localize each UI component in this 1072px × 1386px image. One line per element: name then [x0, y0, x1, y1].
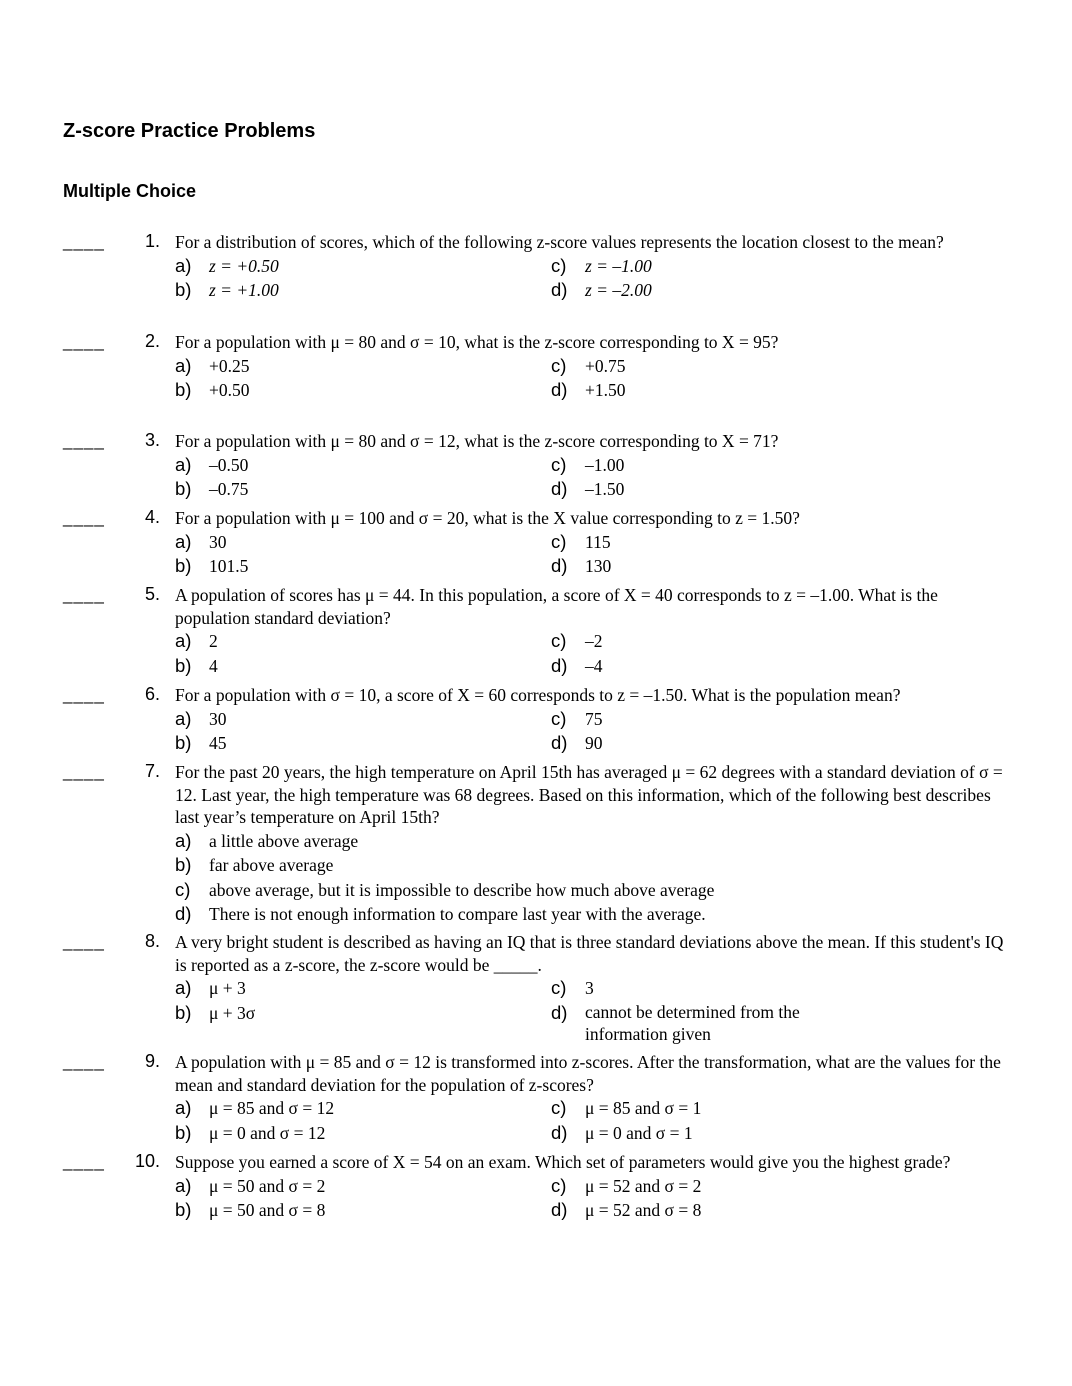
option-text: μ = 0 and σ = 1: [585, 1122, 693, 1143]
option-text: z = –1.00: [585, 255, 652, 276]
option-letter: c): [551, 354, 567, 376]
question-number: 8.: [144, 931, 160, 951]
option-text: 45: [209, 733, 227, 753]
option-text: –4: [585, 655, 603, 676]
answer-blank: ____: [63, 1052, 105, 1071]
option-letter: a): [175, 254, 192, 276]
question-4: [0, 507, 1072, 579]
option-letter: d): [551, 279, 568, 300]
option-letter: b): [175, 379, 192, 400]
option-b: [175, 1198, 551, 1223]
option-text: far above average: [209, 855, 334, 875]
option-text: 90: [585, 733, 603, 753]
option-letter: a): [175, 453, 192, 475]
answer-blank: ____: [63, 762, 105, 781]
option-text: z = +0.50: [209, 255, 279, 276]
option-letter: d): [551, 1199, 568, 1220]
option-letter: c): [551, 977, 567, 998]
option-letter: c): [551, 707, 567, 729]
option-a: [175, 629, 551, 654]
option-text: +0.25: [209, 355, 250, 376]
option-text: μ = 52 and σ = 8: [585, 1200, 702, 1220]
option-text: μ + 3: [209, 978, 246, 998]
question-number: 4.: [144, 507, 160, 527]
option-a: [175, 530, 551, 555]
question-2: [0, 331, 1072, 403]
options: [175, 1174, 1005, 1223]
option-text: μ = 52 and σ = 2: [585, 1175, 702, 1196]
option-c: [551, 354, 1005, 379]
option-c: [551, 976, 1005, 1001]
option-a: [175, 254, 551, 279]
question-stem: A population of scores has μ = 44. In this population, a score of X = 40 corresponds to z = –1.00. What is the population standard deviation?: [175, 585, 938, 628]
option-text: 130: [585, 556, 612, 576]
question-stem: For the past 20 years, the high temperature on April 15th has averaged μ = 62 degrees with a standard deviation of σ = 12. Last year, the high temperature was 68 degrees. Based on this information, which of the following best describes last year’s temperature on April 15th?: [175, 762, 1003, 827]
option-letter: c): [551, 630, 567, 651]
question-9: [0, 1051, 1072, 1145]
option-c: [551, 1096, 1005, 1121]
question-number: 7.: [144, 761, 160, 781]
option-a: [175, 1096, 551, 1121]
question-3: [0, 430, 1072, 502]
option-text: +0.75: [585, 355, 626, 376]
option-d: [551, 278, 1005, 303]
question-5: [0, 584, 1072, 678]
option-text: μ + 3σ: [209, 1002, 256, 1023]
option-letter: c): [551, 1174, 567, 1196]
option-text: 30: [209, 708, 227, 729]
option-text: 3: [585, 978, 594, 998]
option-text: 2: [209, 631, 218, 651]
question-number: 5.: [144, 584, 160, 604]
answer-blank: ____: [63, 1152, 105, 1171]
option-b: [175, 477, 551, 502]
option-text: 75: [585, 708, 603, 729]
answer-blank: ____: [63, 932, 105, 951]
question-number: 3.: [144, 430, 160, 450]
option-text: +1.50: [585, 380, 626, 400]
option-b: [175, 554, 551, 579]
question-number: 10.: [134, 1151, 160, 1171]
option-d: [551, 1198, 1005, 1223]
option-text: –2: [585, 631, 603, 651]
option-c: [551, 1174, 1005, 1199]
options: [175, 829, 1005, 927]
option-letter: b): [175, 732, 192, 753]
option-text: above average, but it is impossible to describe how much above average: [209, 879, 715, 900]
option-text: –0.75: [209, 479, 249, 499]
option-text: cannot be determined from the information given: [585, 1001, 800, 1044]
option-a: [175, 354, 551, 379]
question-stem: A very bright student is described as having an IQ that is three standard deviations above the mean. If this student's IQ is reported as a z-score, the z-score would be _____.: [175, 932, 1004, 975]
option-c: [551, 453, 1005, 478]
option-letter: c): [175, 878, 191, 900]
option-a: [175, 829, 1005, 854]
option-d: [551, 378, 1005, 403]
options: [175, 976, 1005, 1045]
option-letter: d): [175, 903, 192, 924]
option-d: [551, 731, 1005, 756]
option-letter: b): [175, 478, 192, 499]
option-c: [551, 530, 1005, 555]
option-text: μ = 85 and σ = 1: [585, 1098, 702, 1118]
question-stem: For a population with μ = 80 and σ = 10, what is the z-score corresponding to X = 95?: [175, 332, 779, 352]
option-text: –0.50: [209, 454, 249, 475]
option-text: 4: [209, 655, 218, 676]
answer-blank: ____: [63, 431, 105, 450]
question-stem: Suppose you earned a score of X = 54 on an exam. Which set of parameters would give you the highest grade?: [175, 1152, 951, 1172]
option-letter: b): [175, 1121, 192, 1143]
question-number: 1.: [144, 231, 160, 251]
options: [175, 354, 1005, 403]
question-stem: For a population with μ = 80 and σ = 12, what is the z-score corresponding to X = 71?: [175, 431, 779, 451]
option-letter: d): [551, 732, 568, 753]
option-text: μ = 50 and σ = 2: [209, 1175, 326, 1196]
options: [175, 629, 1005, 678]
option-a: [175, 453, 551, 478]
option-letter: a): [175, 1097, 192, 1118]
options: [175, 530, 1005, 579]
option-letter: a): [175, 707, 192, 729]
question-stem: For a distribution of scores, which of the following z-score values represents the location closest to the mean?: [175, 232, 944, 252]
option-letter: b): [175, 654, 192, 676]
option-text: a little above average: [209, 830, 359, 851]
option-text: –1.00: [585, 454, 625, 475]
question-6: [0, 684, 1072, 756]
question-1: [0, 231, 1072, 303]
option-a: [175, 976, 551, 1001]
page-title: Z-score Practice Problems: [63, 120, 316, 142]
option-d: [551, 1001, 1005, 1045]
question-stem: A population with μ = 85 and σ = 12 is transformed into z-scores. After the transformation, what are the values for the mean and standard deviation for the population of z-scores?: [175, 1052, 1001, 1095]
option-c: [551, 629, 1005, 654]
option-b: [175, 731, 551, 756]
option-a: [175, 1174, 551, 1199]
options: [175, 1096, 1005, 1145]
option-letter: a): [175, 1174, 192, 1196]
option-text: There is not enough information to compare last year with the average.: [209, 904, 706, 924]
answer-blank: ____: [63, 508, 105, 527]
option-text: z = –2.00: [585, 280, 652, 300]
options: [175, 453, 1005, 502]
option-text: 115: [585, 531, 611, 552]
option-b: [175, 1121, 551, 1146]
option-letter: a): [175, 630, 192, 651]
option-a: [175, 707, 551, 732]
answer-blank: ____: [63, 332, 105, 351]
option-letter: c): [551, 254, 567, 276]
option-text: z = +1.00: [209, 280, 279, 300]
option-text: μ = 50 and σ = 8: [209, 1200, 326, 1220]
option-letter: d): [551, 555, 568, 576]
option-b: [175, 378, 551, 403]
option-d: [551, 554, 1005, 579]
question-8: [0, 931, 1072, 1045]
option-letter: b): [175, 854, 192, 875]
option-letter: c): [551, 1097, 567, 1118]
options: [175, 707, 1005, 756]
option-d: [551, 654, 1005, 679]
option-letter: b): [175, 1001, 192, 1023]
question-7: [0, 761, 1072, 927]
option-letter: b): [175, 1199, 192, 1220]
option-c: [551, 254, 1005, 279]
option-letter: a): [175, 530, 192, 552]
option-d: [551, 1121, 1005, 1146]
question-number: 9.: [144, 1051, 160, 1071]
option-letter: d): [551, 478, 568, 499]
option-letter: b): [175, 279, 192, 300]
option-b: [175, 654, 551, 679]
question-10: [0, 1151, 1072, 1223]
option-text: μ = 85 and σ = 12: [209, 1098, 335, 1118]
question-stem: For a population with μ = 100 and σ = 20, what is the X value corresponding to z = 1.50?: [175, 508, 800, 528]
option-text: –1.50: [585, 479, 625, 499]
option-letter: a): [175, 977, 192, 998]
option-d: [175, 902, 1005, 927]
option-b: [175, 1001, 551, 1045]
option-letter: d): [551, 1001, 568, 1023]
option-text: μ = 0 and σ = 12: [209, 1122, 326, 1143]
answer-blank: ____: [63, 585, 105, 604]
options: [175, 254, 1005, 303]
option-text: 30: [209, 531, 227, 552]
option-b: [175, 853, 1005, 878]
option-letter: a): [175, 829, 192, 851]
option-text: 101.5: [209, 556, 249, 576]
option-letter: c): [551, 530, 567, 552]
option-text: +0.50: [209, 380, 250, 400]
question-number: 6.: [144, 684, 160, 704]
option-b: [175, 278, 551, 303]
option-c: [551, 707, 1005, 732]
section-heading: Multiple Choice: [63, 181, 197, 201]
option-letter: c): [551, 453, 567, 475]
option-letter: d): [551, 379, 568, 400]
question-stem: For a population with σ = 10, a score of X = 60 corresponds to z = –1.50. What is the population mean?: [175, 685, 901, 705]
answer-blank: ____: [63, 232, 105, 251]
question-number: 2.: [144, 331, 160, 351]
option-letter: d): [551, 1121, 568, 1143]
option-d: [551, 477, 1005, 502]
option-letter: a): [175, 354, 192, 376]
option-letter: b): [175, 555, 192, 576]
option-c: [175, 878, 1005, 903]
option-letter: d): [551, 654, 568, 676]
answer-blank: ____: [63, 685, 105, 704]
